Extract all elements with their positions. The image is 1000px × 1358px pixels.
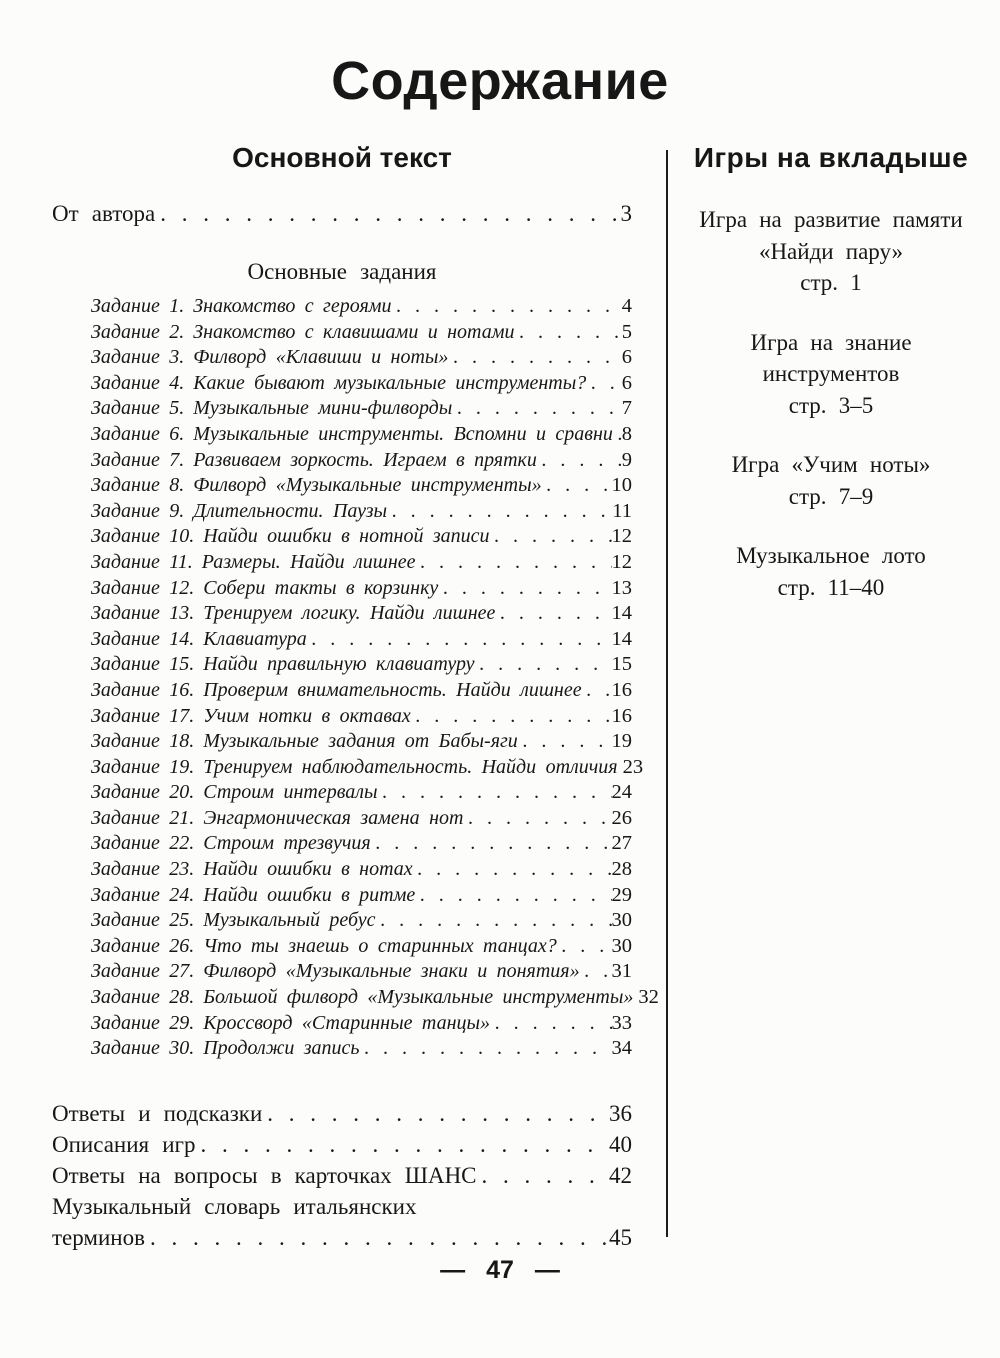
- task-page-number: 12: [611, 525, 632, 548]
- task-number-label: Задание 12.: [91, 576, 195, 599]
- game-page-ref: стр. 11–40: [777, 574, 885, 600]
- toc-entry-label: Описания игр: [52, 1131, 196, 1157]
- dot-leader: [413, 857, 612, 883]
- task-number-label: Задание 25.: [91, 909, 195, 932]
- toc-task-entry: [52, 345, 632, 371]
- task-title: Что ты знаешь о старинных танцах?: [203, 934, 557, 957]
- toc-entry-dictionary-line1: Музыкальный словарь итальянских: [52, 1193, 417, 1219]
- toc-task-entry: [52, 371, 632, 397]
- task-title: Проверим внимательность. Найди лишнее: [203, 678, 582, 701]
- game-title-line2: инструментов: [762, 361, 900, 386]
- task-title: Найди ошибки в нотной записи: [203, 525, 490, 548]
- task-title: Размеры. Найди лишнее: [201, 550, 416, 573]
- task-title: Строим интервалы: [203, 781, 378, 804]
- toc-entry-page-number: 42: [609, 1162, 632, 1188]
- page-number-footer: — 47 —: [440, 1256, 560, 1284]
- task-page-number: 24: [611, 781, 632, 804]
- toc-entry-label: Ответы и подсказки: [52, 1100, 263, 1126]
- game-title-line1: Музыкальное лото: [736, 543, 926, 568]
- insert-game-entry: [688, 204, 974, 299]
- game-title-line1: Игра на развитие памяти: [699, 207, 963, 232]
- insert-game-entry: [688, 449, 974, 512]
- task-number-label: Задание 21.: [91, 806, 195, 829]
- task-title: Длительности. Паузы: [193, 499, 388, 522]
- dot-leader: [371, 831, 612, 857]
- dot-leader: [415, 883, 611, 909]
- task-title: Музыкальные инструменты. Вспомни и сравни: [193, 422, 613, 445]
- insert-games-heading: Игры на вкладыше: [693, 142, 969, 173]
- task-page-number: 16: [611, 704, 632, 727]
- task-title: Энгармоническая замена нот: [203, 806, 464, 829]
- task-page-number: 11: [612, 499, 632, 522]
- task-title: Строим трезвучия: [203, 832, 371, 855]
- task-page-number: 34: [611, 1037, 632, 1060]
- toc-task-entry: [52, 934, 632, 960]
- game-title-line1: Игра «Учим ноты»: [731, 452, 931, 477]
- task-number-label: Задание 14.: [91, 627, 195, 650]
- dot-leader: [463, 806, 611, 832]
- task-title: Развиваем зоркость. Играем в прятки: [193, 448, 537, 471]
- task-page-number: 10: [611, 474, 632, 497]
- toc-task-entry: [52, 1011, 632, 1037]
- game-page-ref: стр. 7–9: [788, 483, 874, 509]
- task-number-label: Задание 7.: [91, 448, 185, 471]
- task-page-number: 23: [622, 755, 644, 778]
- main-text-heading: Основной текст: [232, 142, 452, 173]
- column-divider-line: [666, 150, 668, 1237]
- task-title: Филворд «Музыкальные инструменты»: [193, 474, 542, 497]
- task-title: Клавиатура: [203, 627, 307, 650]
- toc-task-entry: [52, 908, 632, 934]
- toc-task-entry: [52, 985, 659, 1011]
- task-title: Музыкальные задания от Бабы-яги: [203, 730, 518, 753]
- task-number-label: Задание 18.: [91, 730, 195, 753]
- task-number-label: Задание 22.: [91, 832, 195, 855]
- task-page-number: 33: [611, 1011, 632, 1034]
- task-number-label: Задание 6.: [91, 422, 185, 445]
- dot-leader: [387, 499, 612, 525]
- dot-leader: [360, 1036, 612, 1062]
- toc-task-entry: [52, 704, 632, 730]
- task-title: Большой филворд «Музыкальные инструменты»: [203, 986, 634, 1009]
- toc-task-entry: [52, 396, 632, 422]
- toc-entry-dictionary-line2: [52, 1222, 632, 1253]
- page-title: Содержание: [331, 51, 669, 111]
- task-page-number: 27: [611, 832, 632, 855]
- tasks-subheading: Основные задания: [247, 259, 437, 284]
- toc-entry-label: терминов: [52, 1224, 145, 1250]
- dot-leader: [518, 729, 612, 755]
- task-title: Тренируем наблюдательность. Найди отличия: [203, 755, 618, 778]
- task-page-number: 12: [611, 550, 632, 573]
- toc-task-entry: [52, 755, 644, 781]
- dot-leader: [392, 294, 622, 320]
- task-number-label: Задание 1.: [91, 295, 185, 317]
- game-title-line1: Игра на знание: [750, 329, 912, 355]
- toc-task-entry: [52, 601, 632, 627]
- task-page-number: 32: [638, 986, 659, 1009]
- task-page-number: 30: [611, 909, 632, 932]
- task-title: Кроссворд «Старинные танцы»: [203, 1011, 491, 1034]
- task-page-number: 14: [611, 602, 632, 625]
- task-number-label: Задание 23.: [91, 858, 195, 881]
- task-title: Учим нотки в октавах: [203, 704, 411, 727]
- toc-task-entry: [52, 959, 632, 985]
- task-page-number: 9: [621, 448, 632, 471]
- task-page-number: 31: [611, 960, 632, 983]
- toc-task-entry: [52, 652, 632, 678]
- task-number-label: Задание 10.: [91, 525, 195, 548]
- dot-leader: [307, 627, 612, 653]
- task-page-number: 7: [621, 397, 632, 420]
- task-title: Музыкальный ребус: [203, 909, 376, 932]
- dot-leader: [416, 550, 612, 576]
- insert-games-list: [688, 204, 974, 603]
- dot-leader: [378, 780, 612, 806]
- toc-entry-answers: [52, 1098, 632, 1129]
- dot-leader: [475, 652, 612, 678]
- toc-task-entry: [52, 473, 632, 499]
- dot-leader: [490, 524, 612, 550]
- toc-task-entry: [52, 1036, 632, 1062]
- dot-leader: [613, 422, 622, 448]
- dot-leader: [262, 1098, 609, 1129]
- dot-leader: [145, 1222, 609, 1253]
- toc-task-entry: [52, 550, 632, 576]
- task-number-label: Задание 19.: [91, 755, 195, 778]
- task-number-label: Задание 8.: [91, 474, 185, 497]
- task-number-label: Задание 28.: [91, 986, 195, 1009]
- task-page-number: 6: [621, 371, 632, 394]
- toc-task-entry: [52, 576, 632, 602]
- game-title-line2: «Найди пару»: [758, 238, 904, 264]
- toc-task-entry: [52, 422, 632, 448]
- game-page-ref: стр. 1: [800, 270, 862, 295]
- task-title: Музыкальные мини-филворды: [193, 397, 453, 420]
- task-number-label: Задание 3.: [91, 346, 185, 369]
- dot-leader: [411, 704, 612, 730]
- dot-leader: [582, 678, 612, 704]
- toc-entry-page-number: 45: [609, 1224, 632, 1250]
- dot-leader: [495, 601, 611, 627]
- task-title: Тренируем логику. Найди лишнее: [203, 602, 496, 625]
- task-page-number: 6: [621, 346, 632, 369]
- insert-game-entry: [688, 540, 974, 603]
- task-title: Филворд «Музыкальные знаки и понятия»: [203, 960, 580, 983]
- task-title: Филворд «Клавиши и ноты»: [193, 346, 449, 369]
- dot-leader: [195, 1129, 609, 1160]
- toc-task-entry: [52, 729, 632, 755]
- dot-leader: [557, 934, 612, 960]
- task-number-label: Задание 4.: [91, 371, 185, 394]
- task-number-label: Задание 11.: [91, 550, 193, 573]
- toc-entry-chance-answers: [52, 1160, 632, 1191]
- toc-task-entry: [52, 294, 632, 320]
- task-page-number: 14: [611, 627, 632, 650]
- task-number-label: Задание 20.: [91, 781, 195, 804]
- task-number-label: Задание 26.: [91, 934, 195, 957]
- task-title: Продолжи запись: [203, 1037, 360, 1060]
- task-title: Знакомство с клавишами и нотами: [193, 320, 515, 343]
- task-page-number: 16: [611, 678, 632, 701]
- task-number-label: Задание 27.: [91, 960, 195, 983]
- task-number-label: Задание 15.: [91, 653, 195, 676]
- task-page-number: 29: [611, 883, 632, 906]
- toc-entry-game-descriptions: [52, 1129, 632, 1160]
- dot-leader: [438, 576, 611, 602]
- toc-task-entry: [52, 320, 632, 346]
- dot-leader: [155, 201, 620, 227]
- toc-entry-label: От автора: [52, 201, 156, 226]
- toc-task-entry: [52, 627, 632, 653]
- toc-task-entry: [52, 883, 632, 909]
- task-title: Какие бывают музыкальные инструменты?: [193, 371, 587, 394]
- task-page-number: 8: [621, 422, 632, 445]
- task-title: Найди ошибки в ритме: [203, 883, 416, 906]
- task-page-number: 5: [621, 320, 632, 343]
- outro-entries: [52, 1098, 632, 1253]
- dot-leader: [448, 345, 621, 371]
- task-title: Найди правильную клавиатуру: [203, 653, 475, 676]
- main-text-column: [52, 142, 659, 1253]
- dot-leader: [542, 473, 612, 499]
- dot-leader: [586, 371, 621, 397]
- toc-task-entry: [52, 806, 632, 832]
- toc-task-entry: [52, 780, 632, 806]
- task-title: Собери такты в корзинку: [203, 576, 439, 599]
- insert-game-entry: [688, 327, 974, 422]
- toc-entry-page-number: 36: [609, 1100, 632, 1126]
- toc-task-entry: [52, 499, 632, 525]
- dot-leader: [452, 396, 621, 422]
- dot-leader: [477, 1160, 609, 1191]
- task-number-label: Задание 13.: [91, 602, 195, 625]
- task-title: Найди ошибки в нотах: [203, 858, 413, 881]
- insert-games-column: [688, 142, 974, 631]
- toc-entry-page-number: 3: [620, 201, 632, 226]
- task-number-label: Задание 5.: [91, 397, 185, 420]
- task-number-label: Задание 24.: [91, 883, 195, 906]
- task-page-number: 13: [611, 576, 632, 599]
- task-title: Знакомство с героями: [193, 295, 392, 317]
- task-number-label: Задание 2.: [91, 320, 185, 343]
- task-number-label: Задание 17.: [91, 704, 195, 727]
- toc-entry-label: Ответы на вопросы в карточках ШАНС: [52, 1162, 477, 1188]
- task-number-label: Задание 16.: [91, 678, 195, 701]
- task-number-label: Задание 30.: [91, 1037, 195, 1060]
- game-page-ref: стр. 3–5: [788, 392, 874, 418]
- toc-task-entry: [52, 678, 632, 704]
- toc-entry-page-number: 40: [609, 1131, 632, 1157]
- task-page-number: 15: [611, 653, 632, 676]
- task-page-number: 19: [611, 730, 632, 753]
- task-page-number: 26: [611, 806, 632, 829]
- task-list: [52, 294, 659, 1062]
- dot-leader: [515, 320, 622, 346]
- toc-entry-from-author: [52, 201, 632, 227]
- toc-task-entry: [52, 831, 632, 857]
- dot-leader: [537, 448, 622, 474]
- toc-task-entry: [52, 524, 632, 550]
- task-number-label: Задание 9.: [91, 499, 185, 522]
- dot-leader: [490, 1011, 611, 1037]
- dot-leader: [580, 959, 612, 985]
- toc-task-entry: [52, 448, 632, 474]
- task-page-number: 30: [611, 934, 632, 957]
- toc-task-entry: [52, 857, 632, 883]
- dot-leader: [376, 908, 612, 934]
- task-number-label: Задание 29.: [91, 1011, 195, 1034]
- task-page-number: 4: [621, 295, 632, 317]
- task-page-number: 28: [611, 858, 632, 881]
